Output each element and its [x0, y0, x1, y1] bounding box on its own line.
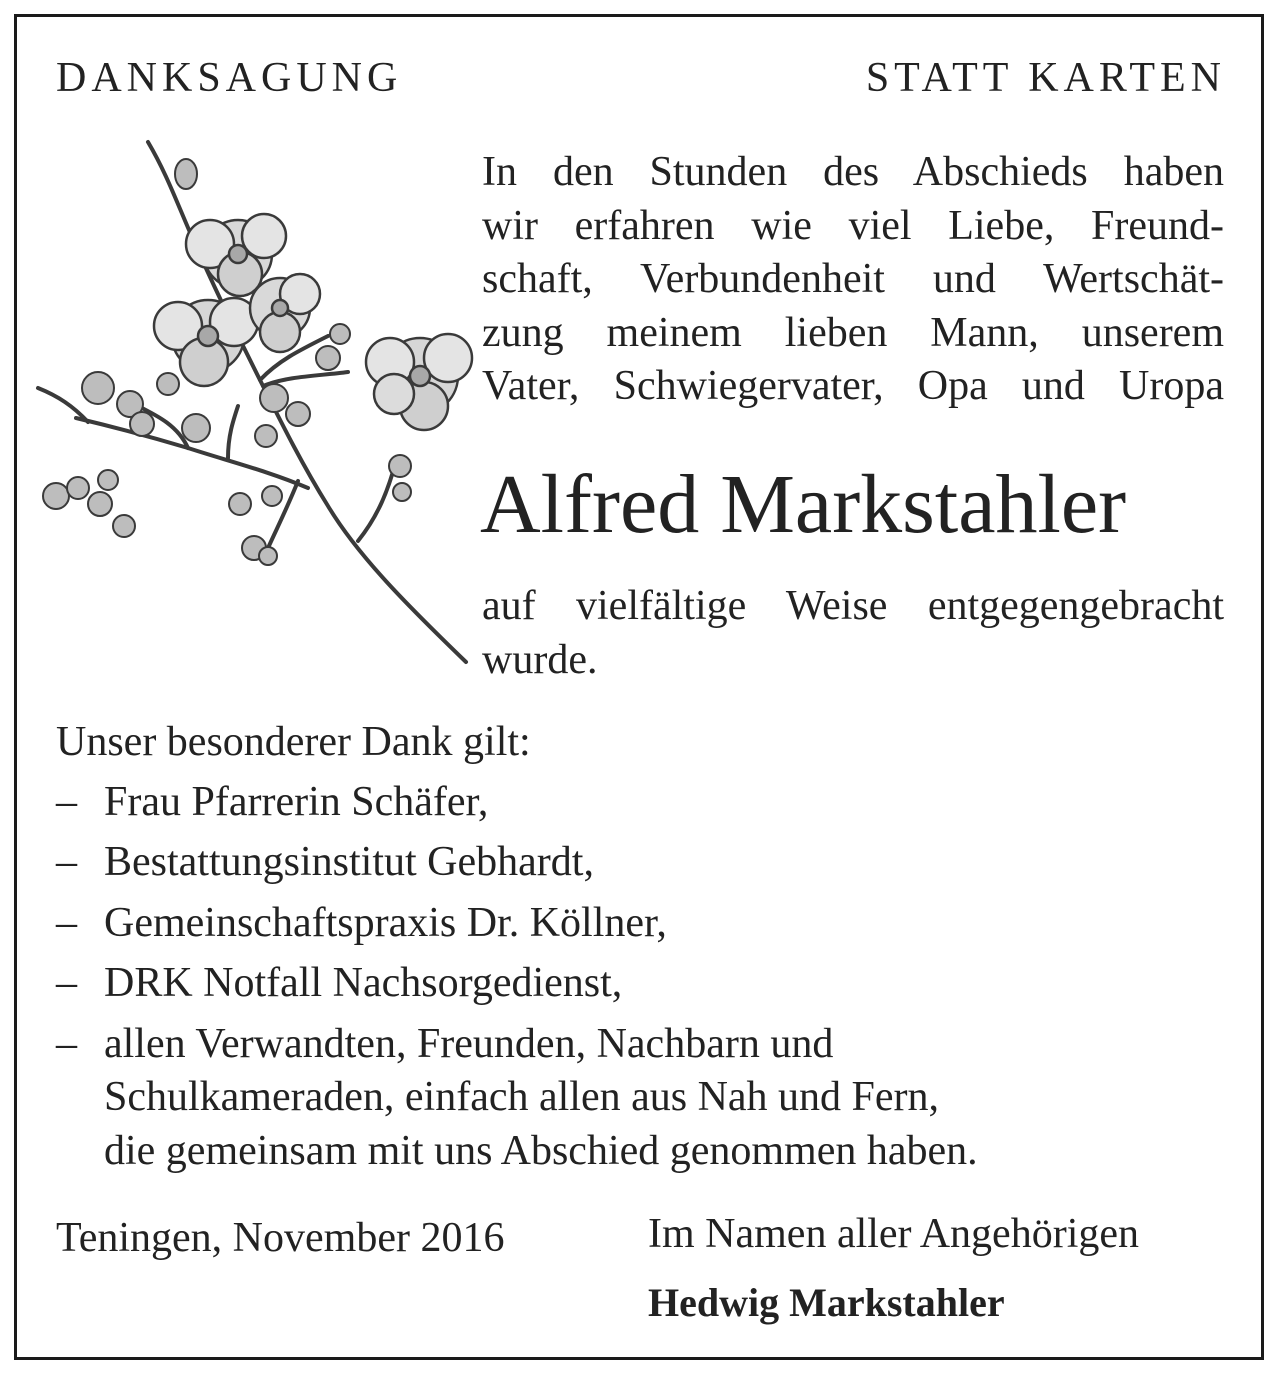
- dash-bullet: –: [56, 1020, 77, 1067]
- after-paragraph: [482, 580, 1224, 687]
- list-item-text: die gemeinsam mit uns Abschied genommen haben.: [104, 1127, 978, 1174]
- thanks-section: [56, 716, 1236, 1185]
- after-line: auf vielfältige Weise entgegengebracht: [482, 583, 1224, 629]
- place-date: Teningen, November 2016: [56, 1215, 505, 1261]
- list-item: [56, 897, 1236, 951]
- dash-bullet: –: [56, 960, 77, 1006]
- thanks-list: [56, 776, 1236, 1179]
- intro-line: schaft, Verbundenheit und Wertschät-: [482, 256, 1224, 302]
- signature-line: Im Namen aller Angehörigen: [648, 1211, 1139, 1257]
- intro-paragraph: [482, 146, 1224, 414]
- signature-name: Hedwig Markstahler: [648, 1280, 1005, 1325]
- list-item: [56, 776, 1236, 830]
- header-statt-karten: STATT KARTEN: [865, 55, 1226, 101]
- list-item-text: Frau Pfarrerin Schäfer,: [104, 778, 489, 825]
- header-danksagung: DANKSAGUNG: [56, 55, 403, 101]
- dash-bullet: –: [56, 839, 77, 885]
- list-item-text: DRK Notfall Nachsorgedienst,: [104, 960, 623, 1006]
- intro-line: In den Stunden des Abschieds haben: [482, 149, 1224, 195]
- intro-line: wir erfahren wie viel Liebe, Freund-: [482, 202, 1224, 249]
- dash-bullet: –: [56, 778, 77, 825]
- dash-bullet: –: [56, 899, 77, 946]
- thanks-title: Unser besonderer Dank gilt:: [56, 719, 531, 765]
- list-item: [56, 957, 1236, 1011]
- list-item: [56, 1018, 1236, 1179]
- cherry-blossom-branch-icon: [28, 136, 476, 668]
- list-item-text: Gemeinschaftspraxis Dr. Köllner,: [104, 899, 667, 946]
- deceased-name: Alfred Markstahler: [480, 458, 1127, 551]
- after-line: wurde.: [482, 636, 598, 683]
- list-item-text: allen Verwandten, Freunden, Nachbarn und: [104, 1020, 834, 1067]
- intro-line: zung meinem lieben Mann, unserem: [482, 309, 1224, 356]
- intro-line: Vater, Schwiegervater, Opa und Uropa: [482, 363, 1224, 409]
- list-item: [56, 836, 1236, 890]
- list-item-text: Bestattungsinstitut Gebhardt,: [104, 839, 594, 885]
- list-item-text: Schulkameraden, einfach allen aus Nah und Fern,: [104, 1074, 940, 1120]
